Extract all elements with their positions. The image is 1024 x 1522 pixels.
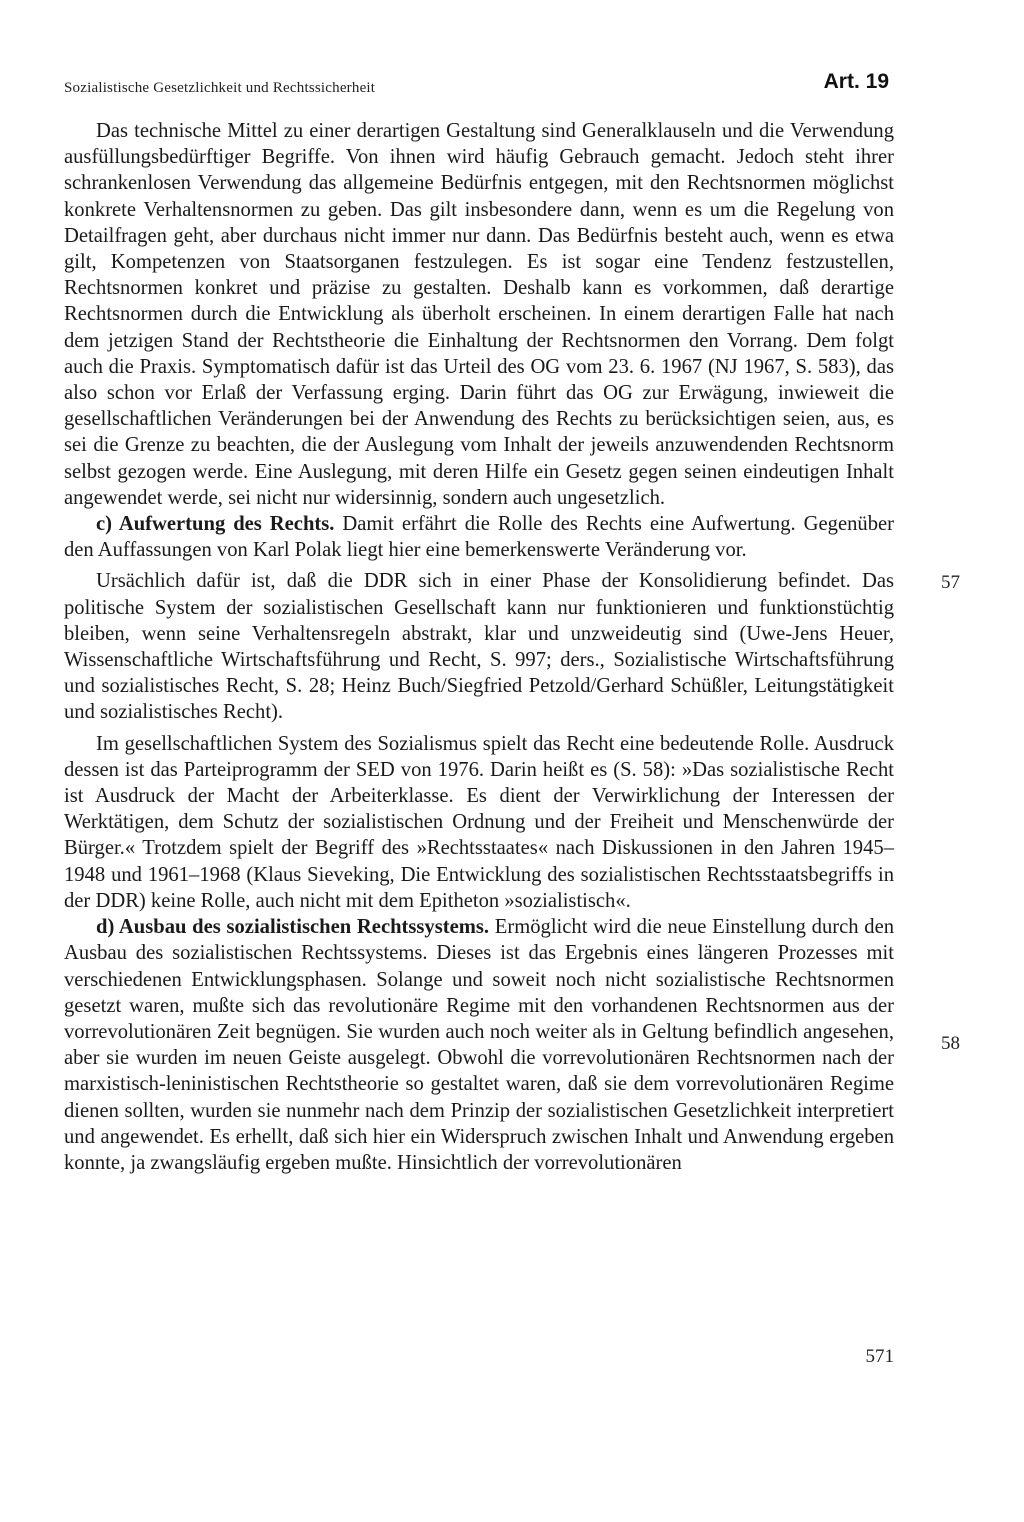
paragraph-4: Im gesellschaftlichen System des Sozialismus spielt das Recht eine bedeutende Rolle. Ausdruck dessen ist das Parteiprogramm der SED von 1976. Darin heißt es (S. 58): »Das sozialistische Recht ist Ausdruck der Macht der Arbeiterklasse. Es dient der Verwirklichung der Interessen der Werktätigen, dem Schutz der sozialistischen Ordnung und der Freiheit und Menschenwürde der Bürger.« Trotzdem spielt der Begriff des »Rechtsstaates« nach Diskussionen in den Jahren 1945–1948 und 1961–1968 (Klaus Sieveking, Die Entwicklung des sozialistischen Rechtsstaatsbegriffs in der DDR) keine Rolle, auch nicht mit dem Epitheton »sozialistisch«. — [64, 732, 894, 912]
paragraph-5 — [64, 914, 894, 1176]
paragraph-2-text: Damit erfährt die Rolle des Rechts eine Aufwertung. Gegenüber den Auffassungen von Karl Polak liegt hier eine bemerkenswerte Veränderung vor. — [64, 513, 894, 562]
running-head: Sozialistische Gesetzlichkeit und Rechtssicherheit — [64, 80, 376, 96]
body-text — [64, 118, 894, 1176]
section-heading-d: d) Ausbau des sozialistischen Rechtssystems. — [96, 916, 490, 939]
paragraph-1: Das technische Mittel zu einer derartigen Gestaltung sind Generalklauseln und die Verwendung ausfüllungsbedürftiger Begriffe. Von ihnen wird häufig Gebrauch gemacht. Jedoch steht ihrer schrankenlosen Verwendung das allgemeine Bedürfnis entgegen, mit den Rechtsnormen möglichst konkrete Verhaltensnormen zu geben. Das gilt insbesondere dann, wenn es um die Regelung von Detailfragen geht, aber durchaus nicht immer nur dann. Das Bedürfnis besteht auch, wenn es etwa gilt, Kompetenzen von Staatsorganen festzulegen. Es ist sogar eine Tendenz festzustellen, Rechtsnormen konkret und präzise zu gestalten. Deshalb kann es vorkommen, daß derartige Rechtsnormen durch die Entwicklung als überholt erscheinen. In einem derartigen Falle hat nach dem jetzigen Stand der Rechtstheorie die Einhaltung der Rechtsnormen den Vorrang. Dem folgt auch die Praxis. Symptomatisch dafür ist das Urteil des OG vom 23. 6. 1967 (NJ 1967, S. 583), das also schon vor Erlaß der Verfassung erging. Darin führt das OG zur Erwägung, inwieweit die gesellschaftlichen Veränderungen bei der Anwendung des Rechts zu berücksichtigen seien, aus, es sei die Grenze zu beachten, die der Auslegung vom Inhalt der jeweils anzuwendenden Rechtsnorm selbst gezogen werde. Eine Auslegung, mit deren Hilfe ein Gesetz gegen seinen eindeutigen Inhalt angewendet werde, sei nicht nur widersinnig, sondern auch ungesetzlich. — [64, 120, 894, 509]
section-heading-c: c) Aufwertung des Rechts. — [96, 513, 335, 536]
margin-number-57: 57 — [941, 572, 960, 593]
paragraph-5-text: Ermöglicht wird die neue Einstellung durch den Ausbau des sozialistischen Rechtssystems. Dieses ist das Ergebnis eines längeren Prozesses mit verschiedenen Entwicklungsphasen. Solange und soweit noch nicht sozialistische Rechtsnormen gesetzt waren, mußte sich das revolutionäre Regime mit den vorhandenen Rechtsnormen aus der vorrevolutionären Zeit begnügen. Sie wurden auch noch weiter als in Geltung befindlich angesehen, aber sie wurden im neuen Geiste ausgelegt. Obwohl die vorrevolutionären Rechtsnormen nach der marxistisch-leninistischen Rechtstheorie so gestaltet waren, daß sie dem vorrevolutionären Regime dienen sollten, wurden sie nunmehr nach dem Prinzip der sozialistischen Gesetzlichkeit interpretiert und angewendet. Es erhellt, daß sich hier ein Widerspruch zwischen Inhalt und Anwendung ergeben konnte, ja zwangsläufig ergeben mußte. Hinsichtlich der vorrevolutionären — [64, 916, 895, 1174]
margin-number-58: 58 — [941, 1033, 960, 1054]
paragraph-3: Ursächlich dafür ist, daß die DDR sich in einer Phase der Konsolidierung befindet. Das politische System der sozialistischen Gesellschaft kann nur funktionieren und funktionstüchtig bleiben, wenn seine Verhaltensregeln abstrakt, klar und unzweideutig sind (Uwe-Jens Heuer, Wissenschaftliche Wirtschaftsführung und Recht, S. 997; ders., Sozialistische Wirtschaftsführung und sozialistisches Recht, S. 28; Heinz Buch/Siegfried Petzold/Gerhard Schüßler, Leitungstätigkeit und sozialistisches Recht). — [64, 570, 894, 724]
article-label: Art. 19 — [823, 70, 889, 93]
paragraph-2 — [64, 511, 894, 563]
page-number: 571 — [865, 1346, 894, 1367]
